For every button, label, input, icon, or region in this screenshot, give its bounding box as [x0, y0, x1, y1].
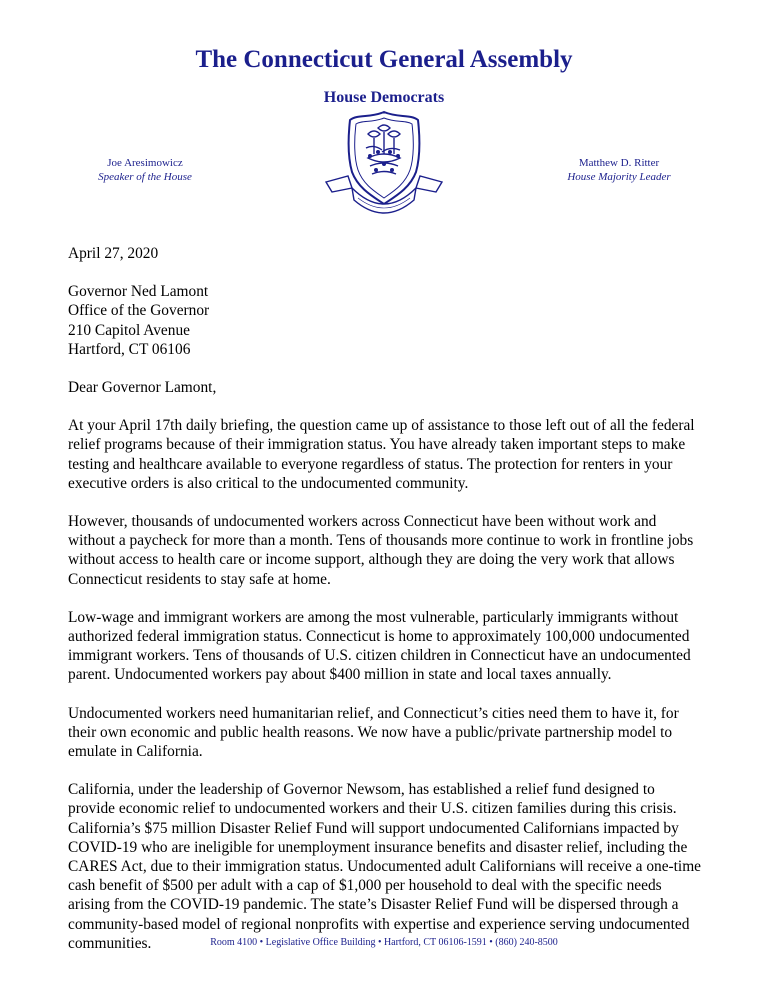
left-official-role: Speaker of the House: [98, 171, 192, 183]
recipient-line: 210 Capitol Avenue: [68, 321, 190, 339]
letter-body: [68, 244, 704, 972]
body-paragraph: However, thousands of undocumented workers across Connecticut have been without work and without a paycheck for more than a month. Tens of thousands more continue to work in frontline jobs without access to health care or income support, although they are doing the very work that allows Connecticut residents to stay safe at home.: [68, 513, 694, 588]
salutation: Dear Governor Lamont,: [68, 379, 217, 397]
right-official-name: Matthew D. Ritter: [578, 157, 660, 169]
body-paragraph: Undocumented workers need humanitarian relief, and Connecticut’s cities need them to have it, for their own economic and public health reasons. We now have a public/private partnership model to emulate in California.: [68, 704, 679, 761]
body-paragraph: Low-wage and immigrant workers are among the most vulnerable, particularly immigrants without authorized federal immigration status. Connecticut is home to approximately 100,000 undocumented immigrant workers. Tens of thousands of U.S. citizen children in Connecticut have an undocumented parent. Undocumented workers pay about $400 million in state and local taxes annually.: [68, 608, 691, 684]
letterhead-subtitle: House Democrats: [323, 89, 445, 106]
right-official: [544, 156, 694, 184]
recipient-line: Hartford, CT 06106: [68, 340, 191, 358]
body-paragraph: At your April 17th daily briefing, the question came up of assistance to those left out of all the federal relief programs because of their immigration status. You have already taken important steps to make testing and healthcare available to everyone regardless of status. The protection for renters in your executive orders is also critical to the undocumented community.: [68, 417, 695, 492]
body-paragraph: California, under the leadership of Governor Newsom, has established a relief fund designed to provide economic relief to undocumented workers and their U.S. citizen families during this crisis. California’s $75 million Disaster Relief Fund will support undocumented Californians impacted by COVID-19 who are ineligible for unemployment insurance benefits and disaster relief, including the CARES Act, due to their immigration status. Undocumented adult Californians will receive a one-time cash benefit of $500 per adult with a cap of $1,000 per household to deal with the specific needs arising from the COVID-19 pandemic. The state’s Disaster Relief Fund will be dispersed through a community-based model of regional nonprofits with expertise and experience serving undocumented communities.: [68, 781, 702, 952]
letterhead-title: The Connecticut General Assembly: [195, 46, 573, 73]
letter-date: April 27, 2020: [68, 245, 159, 262]
left-official: [70, 156, 220, 184]
right-official-role: House Majority Leader: [567, 171, 671, 183]
recipient-line: Office of the Governor: [68, 302, 210, 320]
state-seal-icon: [322, 108, 446, 220]
recipient-line: Governor Ned Lamont: [68, 283, 209, 301]
footer-address: Room 4100 • Legislative Office Building • Hartford, CT 06106-1591 • (860) 240-8500: [210, 937, 558, 948]
left-official-name: Joe Aresimowicz: [107, 157, 183, 169]
recipient-address: [68, 282, 704, 359]
